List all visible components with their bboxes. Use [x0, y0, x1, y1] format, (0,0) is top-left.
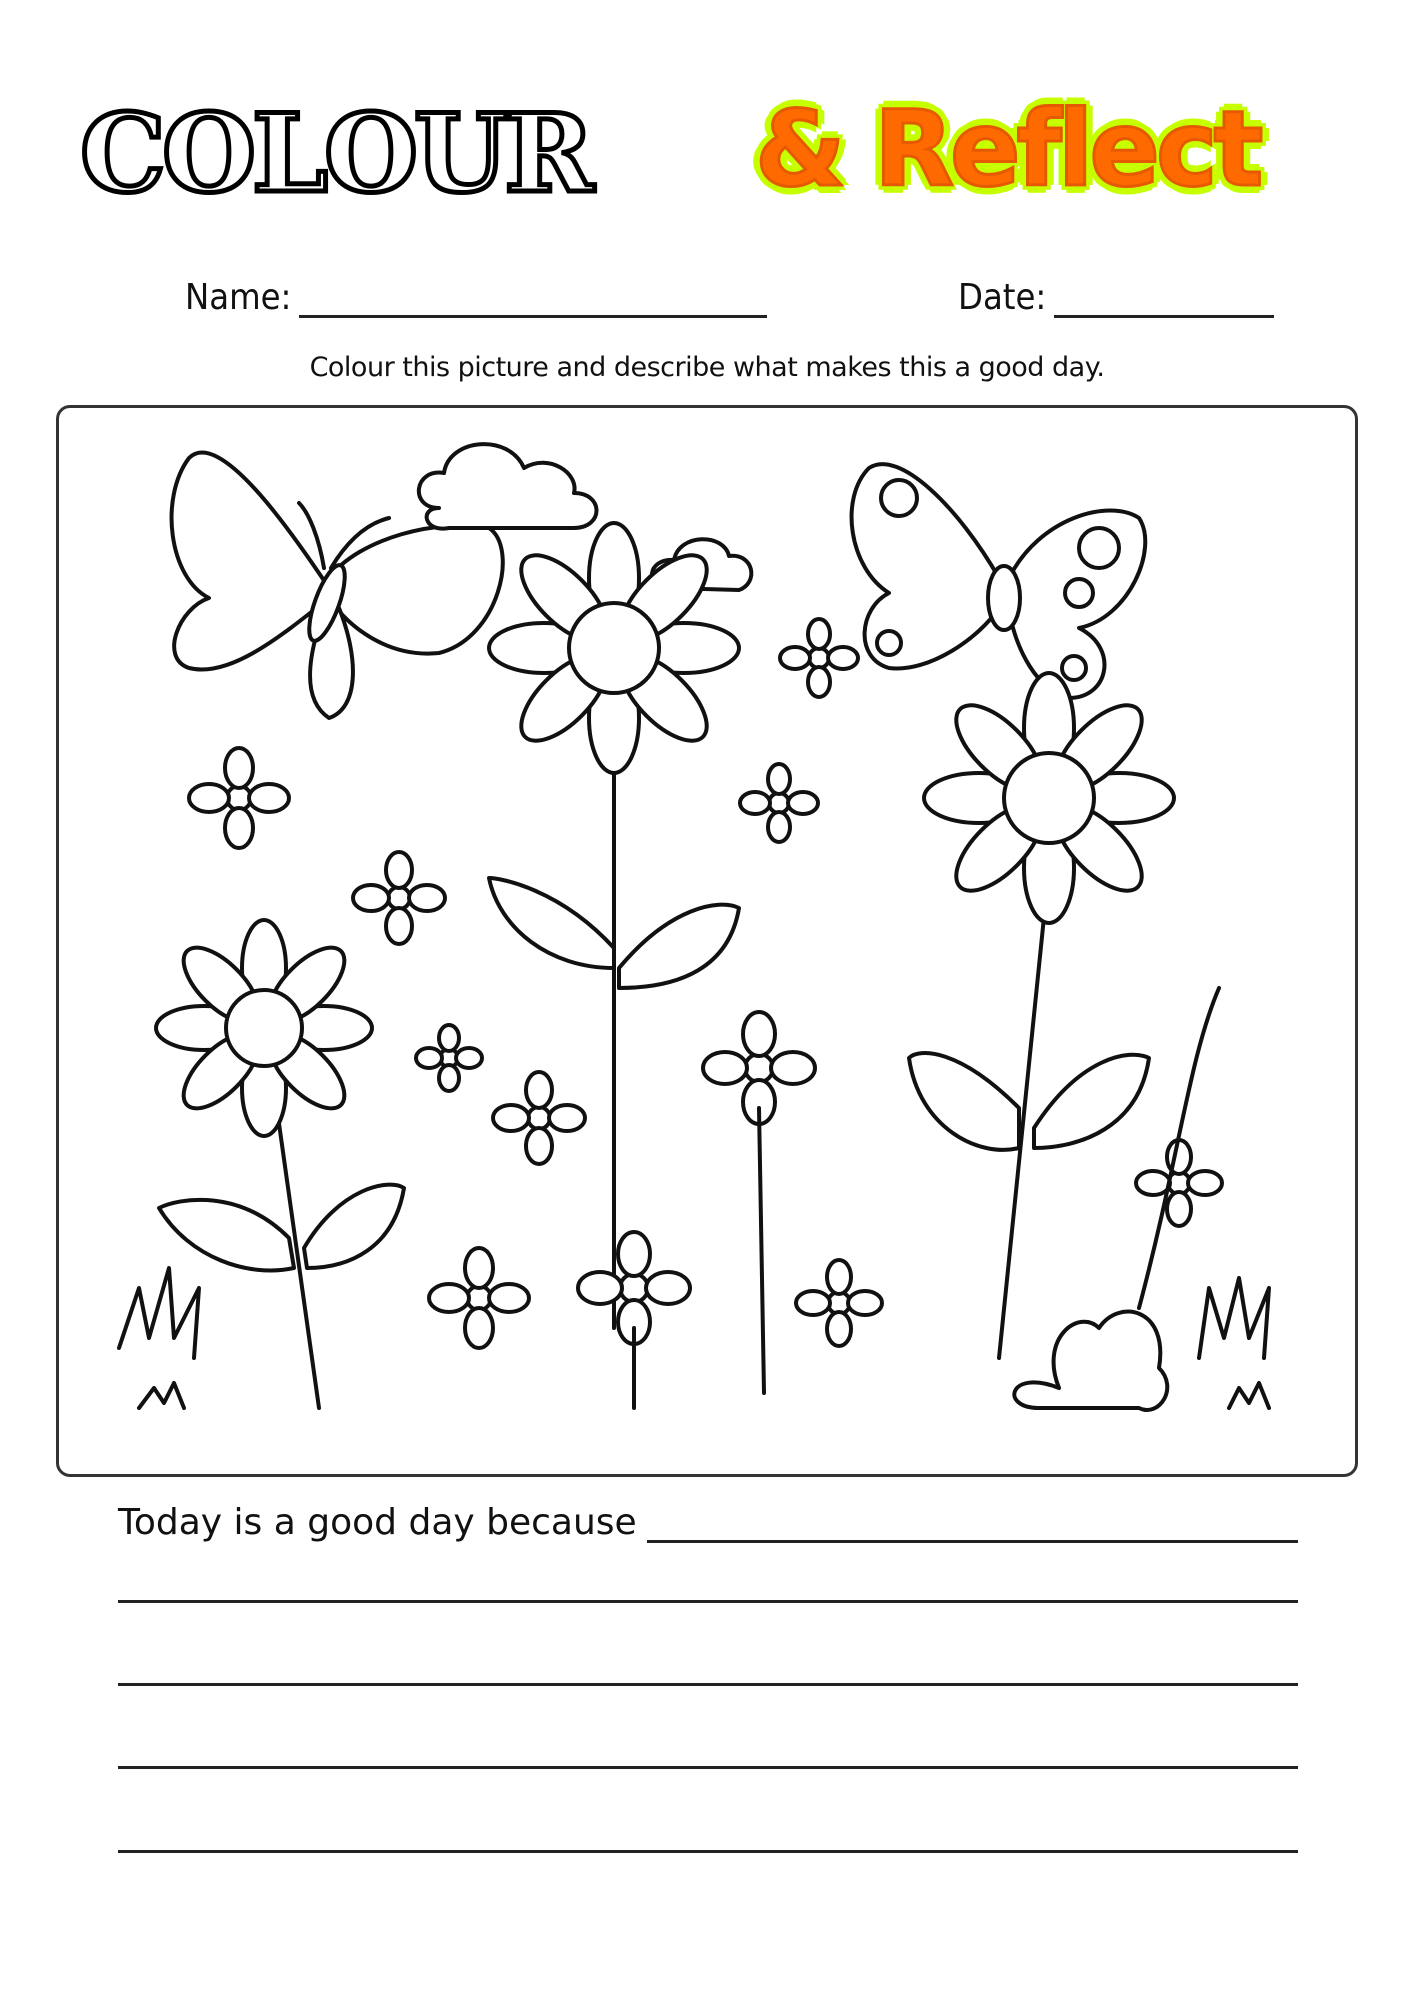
answer-line-2[interactable]: [118, 1683, 1298, 1686]
title-colour: COLOUR: [80, 91, 590, 217]
answer-line-3[interactable]: [118, 1766, 1298, 1769]
sunflower-right-icon: [909, 673, 1174, 1358]
date-input-line[interactable]: [1054, 275, 1274, 318]
reflection-prompt-label: Today is a good day because: [118, 1502, 637, 1543]
answer-line-4[interactable]: [118, 1850, 1298, 1853]
butterfly-right-icon: [852, 464, 1146, 698]
sunflower-left-icon: [156, 920, 404, 1408]
colouring-picture-frame[interactable]: [56, 405, 1358, 1477]
sunflower-center-icon: [489, 523, 739, 1328]
cloud-large-icon: [419, 444, 597, 529]
answer-line-1[interactable]: [118, 1600, 1298, 1603]
date-label: Date:: [958, 277, 1047, 318]
name-label: Name:: [185, 277, 292, 318]
reflection-prompt[interactable]: [118, 1500, 1298, 1543]
title-reflect: & Reflect: [755, 88, 1260, 210]
name-field[interactable]: [185, 275, 767, 318]
reflection-first-line[interactable]: [647, 1500, 1298, 1543]
garden-illustration[interactable]: [59, 408, 1355, 1474]
date-field[interactable]: [958, 275, 1274, 318]
instruction-text: Colour this picture and describe what makes this a good day.: [309, 352, 1105, 383]
name-input-line[interactable]: [299, 275, 767, 318]
